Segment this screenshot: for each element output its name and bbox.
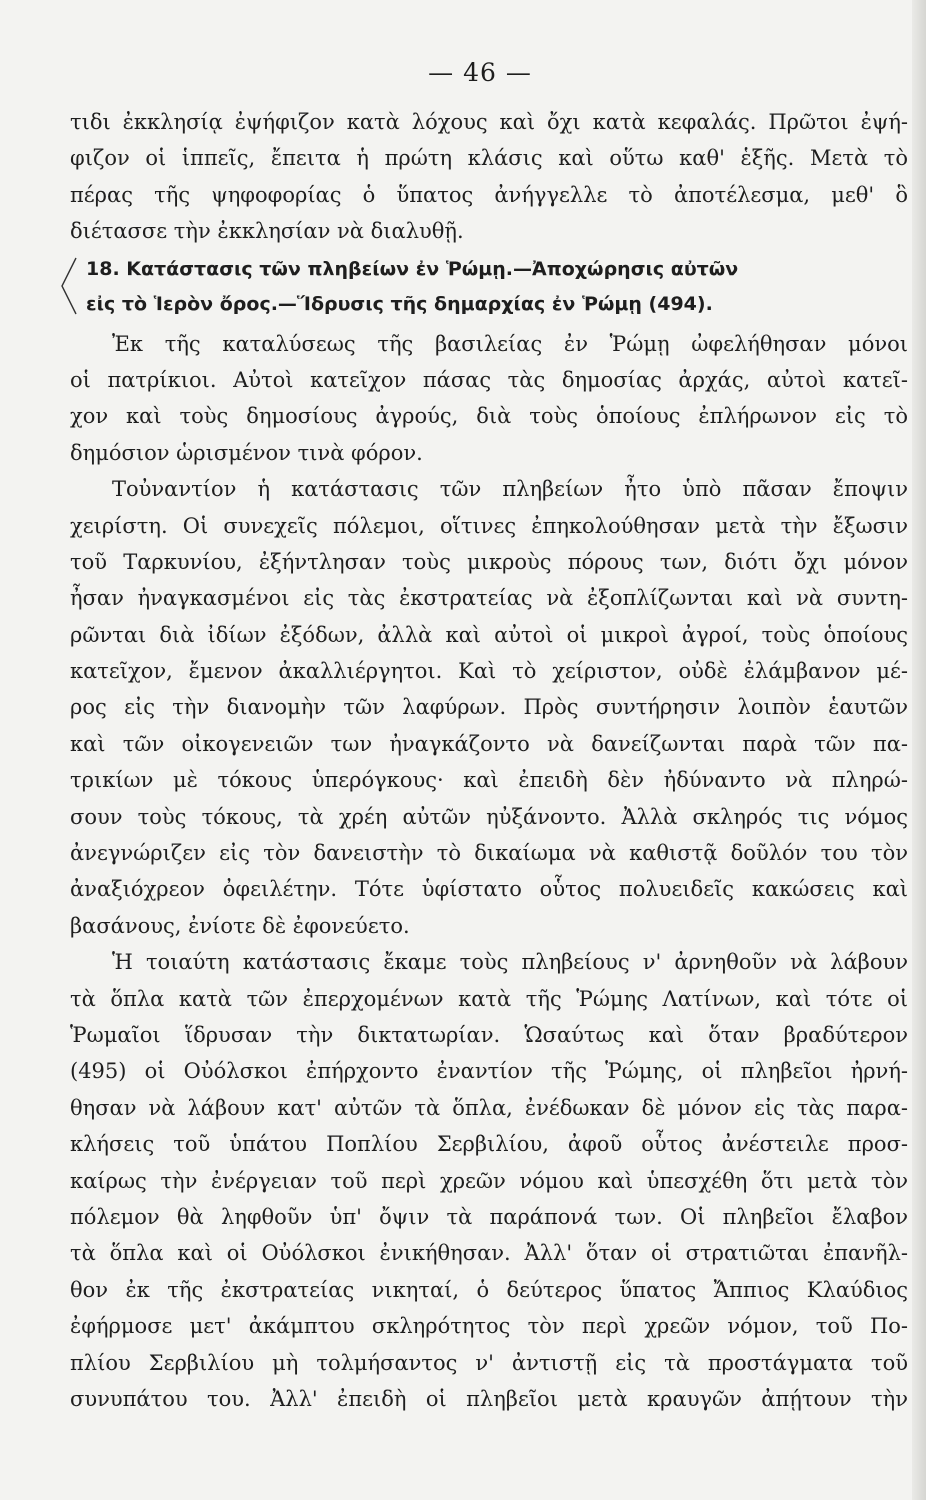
paragraph-3 [70,471,908,944]
text-line: φιζον οἱ ἱππεῖς, ἔπειτα ἡ πρώτη κλάσις καὶ οὕτω καθ' ἑξῆς. Μετὰ τὸ [70,146,908,171]
text-line: τὰ ὅπλα καὶ οἱ Οὐόλσκοι ἐνικήθησαν. Ἀλλ' ὅταν οἱ στρατιῶται ἐπανῆλ- [70,1241,908,1266]
text-line: σουν τοὺς τόκους, τὰ χρέη αὐτῶν ηὐξάνοντο. Ἀλλὰ σκληρός τις νόμος [70,804,908,829]
text-line: κλήσεις τοῦ ὑπάτου Ποπλίου Σερβιλίου, ἀφοῦ οὗτος ἀνέστειλε προσ- [70,1132,908,1157]
paragraph-1 [70,104,908,250]
text-line: καὶ τῶν οἰκογενειῶν των ἠναγκάζοντο νὰ δανείζωνται παρὰ τῶν πα- [70,731,908,756]
text-line: διέτασσε τὴν ἐκκλησίαν νὰ διαλυθῇ. [70,219,464,244]
text-line: ρῶνται διὰ ἰδίων ἐξόδων, ἀλλὰ καὶ αὐτοὶ οἱ μικροὶ ἀγροί, τοὺς ὁποίους [70,622,908,647]
text-line: πέρας τῆς ψηφοφορίας ὁ ὕπατος ἀνήγγελλε τὸ ἀποτέλεσμα, μεθ' ὃ [70,182,908,207]
text-line: θον ἐκ τῆς ἐκστρατείας νικηταί, ὁ δεύτερος ὕπατος Ἄππιος Κλαύδιος [70,1277,908,1302]
text-line: Ἐκ τῆς καταλύσεως τῆς βασιλείας ἐν Ῥώμῃ ὠφελήθησαν μόνοι [112,331,908,356]
text-line: (495) οἱ Οὐόλσκοι ἐπήρχοντο ἐναντίον τῆς Ῥώμης, οἱ πληβεῖοι ἠρνή- [70,1059,908,1084]
text-line: τὰ ὅπλα κατὰ τῶν ἐπερχομένων κατὰ τῆς Ῥώμης Λατίνων, καὶ τότε οἱ [70,986,908,1011]
text-line: τρικίων μὲ τόκους ὑπερόγκους· καὶ ἐπειδὴ δὲν ἠδύναντο νὰ πληρώ- [70,768,908,793]
paragraph-2 [70,326,908,472]
heading-line: εἰς τὸ Ἱερὸν ὄρος.—Ἵδρυσις τῆς δημαρχίας ἐν Ῥώμῃ (494). [86,292,713,315]
text-line: χειρίστη. Οἱ συνεχεῖς πόλεμοι, οἵτινες ἐπηκολούθησαν μετὰ τὴν ἔξωσιν [70,513,908,538]
text-line: κατεῖχον, ἔμενον ἀκαλλιέργητοι. Καὶ τὸ χείριστον, οὐδὲ ἐλάμβανον μέ- [70,659,908,684]
text-line: βασάνους, ἐνίοτε δὲ ἐφονεύετο. [70,913,410,938]
text-line: πλίου Σερβιλίου μὴ τολμήσαντος ν' ἀντιστῇ εἰς τὰ προστάγματα τοῦ [70,1350,908,1375]
text-line: Ῥωμαῖοι ἵδρυσαν τὴν δικτατωρίαν. Ὡσαύτως καὶ ὅταν βραδύτερον [70,1022,908,1047]
page-number: — 46 — [428,58,532,87]
paragraph-4 [70,944,908,1417]
text-line: θησαν νὰ λάβουν κατ' αὐτῶν τὰ ὅπλα, ἐνέδωκαν δὲ μόνον εἰς τὰς παρα- [70,1095,908,1120]
text-line: χον καὶ τοὺς δημοσίους ἀγρούς, διὰ τοὺς ὁποίους ἐπλήρωνον εἰς τὸ [70,404,908,429]
text-line: τοῦ Ταρκυνίου, ἐξήντλησαν τοὺς μικροὺς πόρους των, διότι ὄχι μόνον [70,549,908,574]
text-line: ἀνεγνώριζεν εἰς τὸν δανειστὴν τὸ δικαίωμα νὰ καθιστᾷ δοῦλόν του τὸν [70,841,908,866]
text-line: ἀναξιόχρεον ὀφειλέτην. Τότε ὑφίστατο οὗτος πολυειδεῖς κακώσεις καὶ [70,877,908,902]
text-line: ρος εἰς τὴν διανομὴν τῶν λαφύρων. Πρὸς συντήρησιν λοιπὸν ἑαυτῶν [70,695,908,720]
text-line: Τοὐναντίον ἡ κατάστασις τῶν πληβείων ἦτο ὑπὸ πᾶσαν ἔποψιν [112,477,908,502]
text-line: Ἡ τοιαύτη κατάστασις ἔκαμε τοὺς πληβείους ν' ἀρνηθοῦν νὰ λάβουν [112,950,908,975]
text-line: ἐφήρμοσε μετ' ἀκάμπτου σκληρότητος τὸν περὶ χρεῶν νόμον, τοῦ Πο- [70,1314,908,1339]
text-line: καίρως τὴν ἐνέργειαν τοῦ περὶ χρεῶν νόμου καὶ ὑπεσχέθη ὅτι μετὰ τὸν [70,1168,908,1193]
section-heading [70,252,908,322]
page-text [70,104,908,1417]
text-line: συνυπάτου του. Ἀλλ' ἐπειδὴ οἱ πληβεῖοι μετὰ κραυγῶν ἀπῄτουν τὴν [70,1386,908,1411]
scan-edge-shadow [912,0,926,1500]
margin-bracket-mark [58,256,80,316]
heading-line: 18. Κατάστασις τῶν πληβείων ἐν Ῥώμῃ.—Ἀποχώρησις αὐτῶν [86,257,739,280]
text-line: οἱ πατρίκιοι. Αὐτοὶ κατεῖχον πάσας τὰς δημοσίας ἀρχάς, αὐτοὶ κατεῖ- [70,367,908,392]
text-line: δημόσιον ὡρισμένον τινὰ φόρον. [70,440,423,465]
text-line: τιδι ἐκκλησίᾳ ἐψήφιζον κατὰ λόχους καὶ ὄχι κατὰ κεφαλάς. Πρῶτοι ἐψή- [70,110,908,134]
text-line: ἦσαν ἠναγκασμένοι εἰς τὰς ἐκστρατείας νὰ ἐξοπλίζωνται καὶ νὰ συντη- [70,586,908,611]
text-line: πόλεμον θὰ ληφθοῦν ὑπ' ὄψιν τὰ παράπονά των. Οἱ πληβεῖοι ἔλαβον [70,1204,908,1229]
